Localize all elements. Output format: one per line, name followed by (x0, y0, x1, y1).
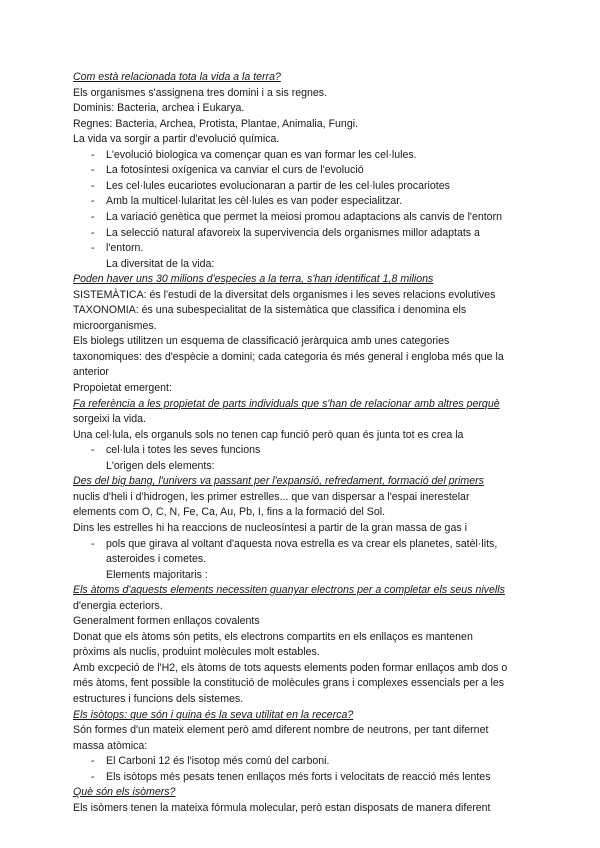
bullet-item-text: Els isòtops més pesats tenen enllaços més forts i velocitats de reacció més lentes (106, 770, 491, 783)
bullet-dash: - (91, 242, 95, 255)
text-line: L'origen dels elements: (106, 459, 215, 472)
text-line: Dins les estrelles hi ha reaccions de nucleosíntesi a partir de la gran massa de gas i (73, 521, 467, 534)
bullet-item-text: Les cel·lules eucariotes evolucionaran a partir de les cel·lules procariotes (106, 179, 450, 192)
bullet-dash: - (91, 164, 95, 177)
text-line: asteroides i cometes. (106, 553, 207, 566)
text-line: Els organismes s'assignena tres domini i a sis regnes. (73, 86, 328, 99)
text-line: elements com O, C, N, Fe, Ca, Au, Pb, I, fins a la formació del Sol. (73, 506, 386, 519)
bullet-dash: - (91, 770, 95, 783)
bullet-item-text: La variació genètica que permet la meiosi promou adaptacions als canvis de l'entorn (106, 210, 502, 223)
bullet-dash: - (91, 179, 95, 192)
text-line: Regnes: Bacteria, Archea, Protista, Plantae, Animalia, Fungi. (73, 117, 359, 130)
bullet-item-text: Amb la multicel·lularitat les cèl·lules es van poder especialitzar. (106, 195, 403, 208)
text-line: massa atòmica: (73, 739, 148, 752)
bullet-dash: - (91, 210, 95, 223)
bullet-item-text: L'evolució biologica va començar quan es van formar les cel·lules. (106, 148, 417, 161)
text-line: La diversitat de la vida: (106, 257, 215, 270)
section-heading: Els isòtops: que són i quina és la seva utilitat en la recerca? (73, 708, 354, 721)
text-line: Una cel·lula, els organuls sols no tenen cap funció però quan és junta tot es crea la (73, 428, 464, 441)
text-line: taxonomiques: des d'espècie a domini; cada categoria és més general i engloba més que la (73, 350, 504, 363)
section-heading: Fa referència a les propietat de parts individuals que s'han de relacionar amb altres perquè (73, 397, 500, 410)
text-line: d'energia ecteriors. (73, 599, 163, 612)
bullet-dash: - (91, 537, 95, 550)
text-line: microorganismes. (73, 319, 157, 332)
bullet-dash: - (91, 195, 95, 208)
bullet-dash: - (91, 148, 95, 161)
section-heading: Des del big bang, l'univers va passant per l'expansió, refredament, formació del primers (73, 475, 484, 488)
bullet-item-text: El Carboni 12 és l'isotop més comú del carboni. (106, 755, 330, 768)
bullet-item-text: cel·lula i totes les seves funcions (106, 444, 261, 457)
text-line: Els biolegs utilitzen un esquema de classificació jeràrquica amb unes categories (73, 335, 450, 348)
text-line: Dominis: Bacteria, archea i Eukarya. (73, 102, 245, 115)
text-line: Propoietat emergent: (73, 382, 172, 394)
text-line: Amb excpeció de l'H2, els àtoms de tots aquests elements poden formar enllaços amb dos o (73, 661, 508, 674)
text-line: més àtoms, fent possible la constitució de molècules grans i complexes essencials per a les (73, 677, 505, 690)
text-line: estructures i funcions dels sistemes. (73, 693, 244, 705)
text-line: nuclis d'heli i d'hidrogen, les primer estrelles... que van dispersar a l'espai inerestelar (73, 490, 470, 503)
text-line: La vida va sorgir a partir d'evolució química. (73, 133, 280, 146)
bullet-item-text: La fotosíntesi oxígenica va canviar el curs de l'evolució (106, 164, 364, 177)
section-heading: Els àtoms d'aquests elements necessiten guanyar electrons per a completar els seus nivells (73, 584, 505, 597)
bullet-dash: - (91, 755, 95, 768)
section-heading: Com està relacionada tota la vida a la terra? (73, 71, 281, 83)
text-line: TAXONOMIA: és una subespecialitat de la sistemàtica que classifica i denomina els (73, 304, 467, 317)
section-heading: Poden haver uns 30 milions d'especies a la terra, s'han identificat 1,8 milions (73, 273, 434, 286)
bullet-item-text: La selecció natural afavoreix la supervivencia dels organismes millor adaptats a (106, 226, 480, 239)
text-line: SISTEMÀTICA: és l'estudi de la diversitat dels organismes i les seves relacions evolutives (73, 288, 496, 301)
text-line: anterior (73, 366, 109, 379)
bullet-item-text: pols que girava al voltant d'aquesta nova estrella es va crear els planetes, satèl·lits, (106, 537, 498, 550)
text-line: Els isòmers tenen la mateixa fórmula molecular, però estan disposats de manera diferent (73, 801, 491, 814)
text-line: Elements majoritaris : (106, 568, 208, 581)
bullet-dash: - (91, 444, 95, 457)
text-line: Són formes d'un mateix element però amd diferent nombre de neutrons, per tant difernet (73, 724, 489, 737)
bullet-dash: - (91, 226, 95, 239)
text-line: sorgeixi la vida. (73, 413, 147, 426)
text-line: pròxims als nuclis, produint molècules molt estables. (73, 646, 320, 659)
bullet-item-text: l'entorn. (106, 242, 144, 255)
section-heading: Què són els isòmers? (73, 786, 176, 799)
text-line: Generalment formen enllaços covalents (73, 615, 260, 628)
text-line: Donat que els àtoms són petits, els electrons compartits en els enllaços es mantenen (73, 630, 473, 643)
